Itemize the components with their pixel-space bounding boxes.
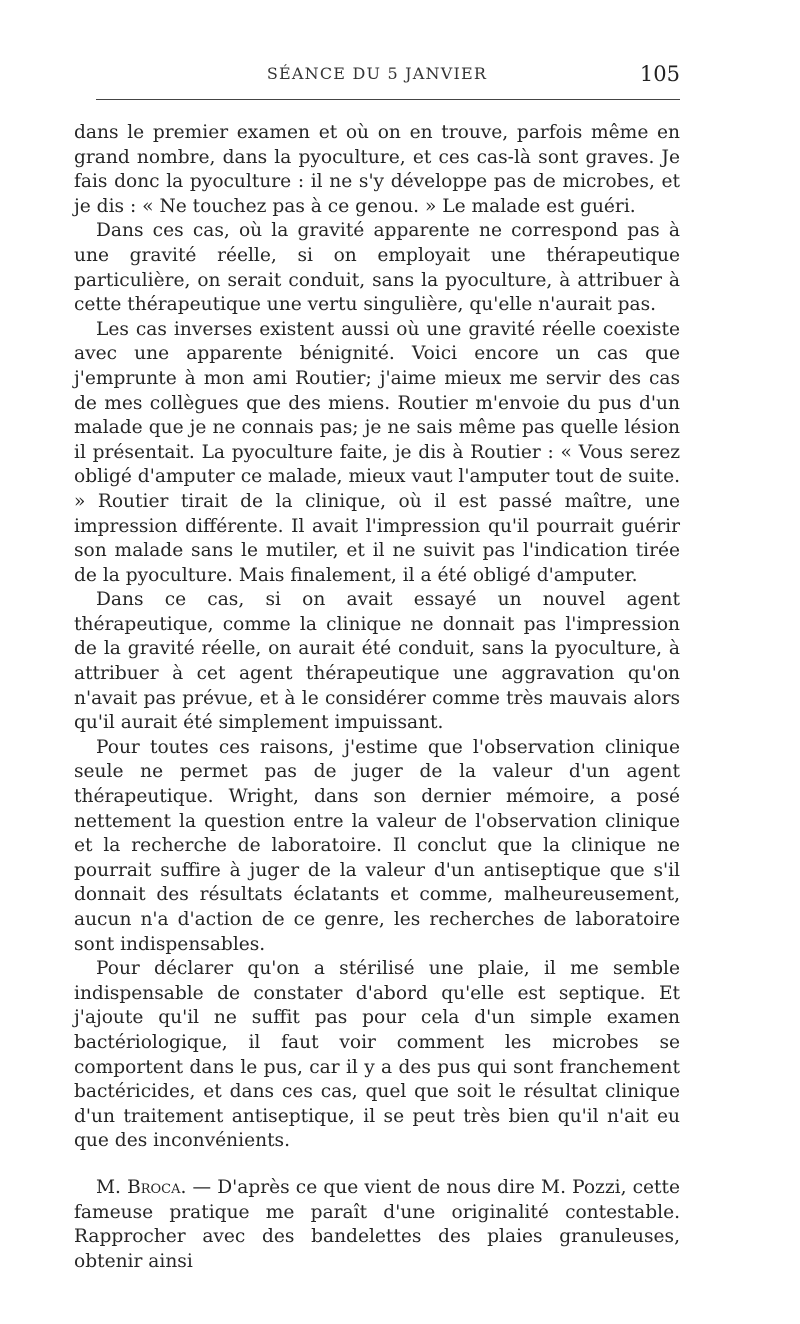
book-page [74, 62, 680, 1274]
header-rule [96, 99, 680, 100]
running-title: SÉANCE DU 5 JANVIER [266, 64, 488, 83]
page-number: 105 [639, 62, 680, 86]
paragraph: Dans ces cas, où la gravité apparente ne correspond pas à une gravité réelle, si on employait une thérapeutique particulière, on serait conduit, sans la pyoculture, à attribuer à cette thérapeutique une vertu singulière, qu'elle n'aurait pas. [74, 220, 680, 316]
paragraph: Pour déclarer qu'on a stérilisé une plaie, il me semble indispensable de constater d'abord qu'elle est septique. Et j'ajoute qu'il ne suffit pas pour cela d'un simple examen bactériologique, il faut voir comment les microbes se comportent dans le pus, car il y a des pus qui sont franchement bactéricides, et dans ces cas, quel que soit le résultat clinique d'un traitement antiseptique, il se peut très bien qu'il n'ait eu que des inconvénients. [74, 958, 680, 1152]
paragraph: Les cas inverses existent aussi où une gravité réelle coexiste avec une apparente bénignité. Voici encore un cas que j'emprunte à mon ami Routier; j'aime mieux me servir des cas de mes collègues que des miens. Routier m'envoie du pus d'un malade que je ne connais pas; je ne sais même pas quelle lésion il présentait. La pyoculture faite, je dis à Routier : « Vous serez obligé d'amputer ce malade, mieux vaut l'amputer tout de suite. » Routier tirait de la clinique, où il est passé maître, une impression différente. Il avait l'impression qu'il pourrait guérir son malade sans le mutiler, et il ne suivit pas l'indication tirée de la pyoculture. Mais finalement, il a été obligé d'amputer. [74, 318, 681, 586]
speaker-paragraph [74, 1176, 680, 1274]
paragraph: dans le premier examen et où on en trouve, parfois même en grand nombre, dans la pyoculture, et ces cas-là sont graves. Je fais donc la pyoculture : il ne s'y développe pas de microbes, et je dis : « Ne touchez pas à ce genou. » Le malade est guéri. [74, 122, 680, 217]
paragraph: Dans ce cas, si on avait essayé un nouvel agent thérapeutique, comme la clinique ne donnait pas l'impression de la gravité réelle, on aurait été conduit, sans la pyoculture, à attribuer à cet agent thérapeutique une aggravation qu'on n'avait pas prévue, et à le considérer comme très mauvais alors qu'il aurait été simplement impuissant. [74, 589, 680, 734]
paragraph: Pour toutes ces raisons, j'estime que l'observation clinique seule ne permet pas de juger de la valeur d'un agent thérapeutique. Wright, dans son dernier mémoire, a posé nettement la question entre la valeur de l'observation clinique et la recherche de laboratoire. Il conclut que la clinique ne pourrait suffire à juger de la valeur d'un antiseptique que s'il donnait des résultats éclatants et comme, malheureusement, aucun n'a d'action de ce genre, les recherches de laboratoire sont indispensables. [74, 736, 680, 955]
body-text [74, 121, 680, 1274]
speaker-text: — D'après ce que vient de nous dire M. Pozzi, cette fameuse pratique me paraît d'une originalité contestable. Rapprocher avec des bandelettes des plaies granuleuses, obtenir ainsi [74, 1176, 680, 1272]
speaker-name: M. Broca. [96, 1176, 187, 1198]
page-header [74, 62, 680, 96]
